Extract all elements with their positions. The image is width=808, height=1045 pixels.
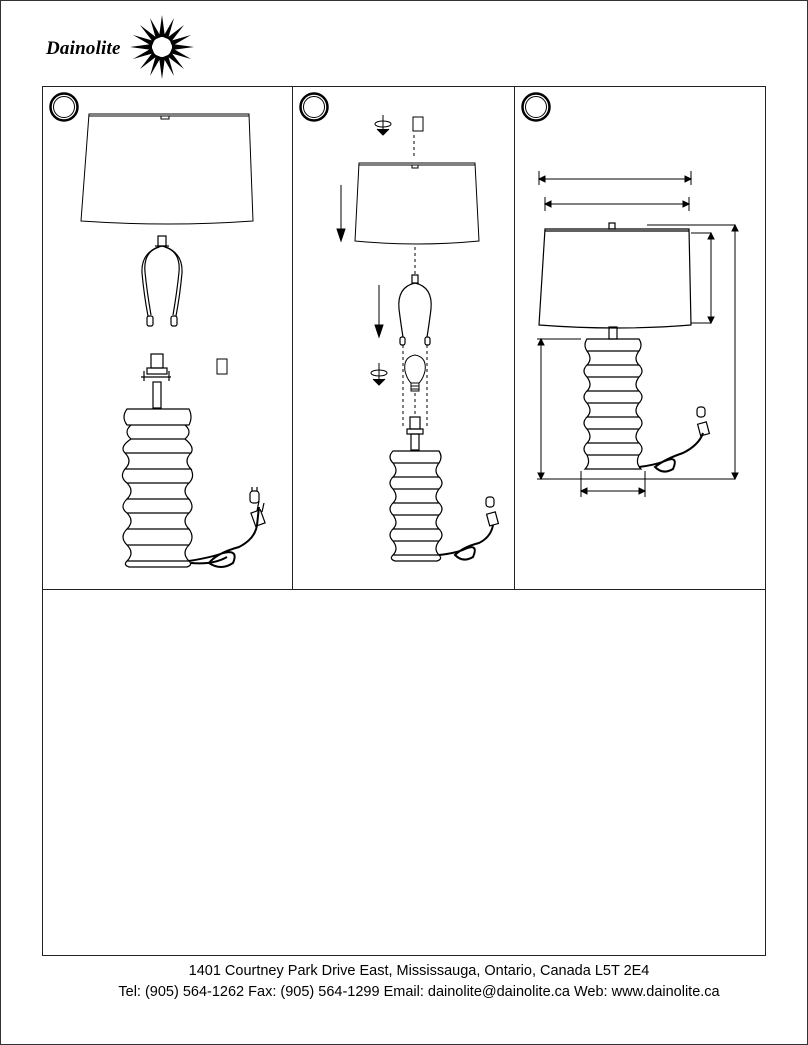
step-3-panel bbox=[514, 87, 766, 589]
light-bulb-icon bbox=[405, 355, 426, 391]
harp bbox=[399, 275, 431, 345]
plug-icon bbox=[486, 497, 498, 526]
arrow-down-icon bbox=[337, 185, 345, 241]
plug-icon bbox=[697, 407, 709, 436]
lamp-shade bbox=[81, 114, 253, 224]
brand-logo bbox=[46, 14, 196, 84]
step-2-panel bbox=[292, 87, 515, 589]
lamp-base bbox=[122, 354, 192, 567]
harp bbox=[142, 236, 182, 326]
power-cord bbox=[639, 433, 703, 472]
notes-area bbox=[42, 590, 766, 956]
sunburst-logo-icon bbox=[126, 14, 196, 80]
lamp-base bbox=[390, 417, 442, 561]
step-1-panel bbox=[43, 87, 292, 589]
instruction-panels bbox=[42, 86, 766, 590]
step-2-illustration bbox=[293, 87, 515, 589]
footer-address: 1401 Courtney Park Drive East, Mississauga, Ontario, Canada L5T 2E4 bbox=[188, 963, 650, 979]
step-1-illustration bbox=[43, 87, 292, 589]
lamp-shade bbox=[355, 163, 479, 244]
dimension-lines bbox=[537, 171, 738, 497]
part-label-box bbox=[413, 117, 423, 131]
power-cord bbox=[439, 525, 493, 560]
brand-name: Dainolite bbox=[46, 38, 121, 59]
rotate-icon bbox=[371, 363, 387, 385]
step-3-illustration bbox=[515, 87, 766, 589]
footer-contact: Tel: (905) 564-1262 Fax: (905) 564-1299 Email: dainolite@dainolite.ca Web: www.dainolite.ca bbox=[118, 984, 720, 1000]
power-cord bbox=[189, 507, 259, 567]
part-label-box bbox=[217, 359, 227, 374]
assembled-lamp bbox=[539, 223, 691, 469]
arrow-down-icon bbox=[375, 285, 383, 337]
rotate-icon bbox=[375, 115, 391, 135]
